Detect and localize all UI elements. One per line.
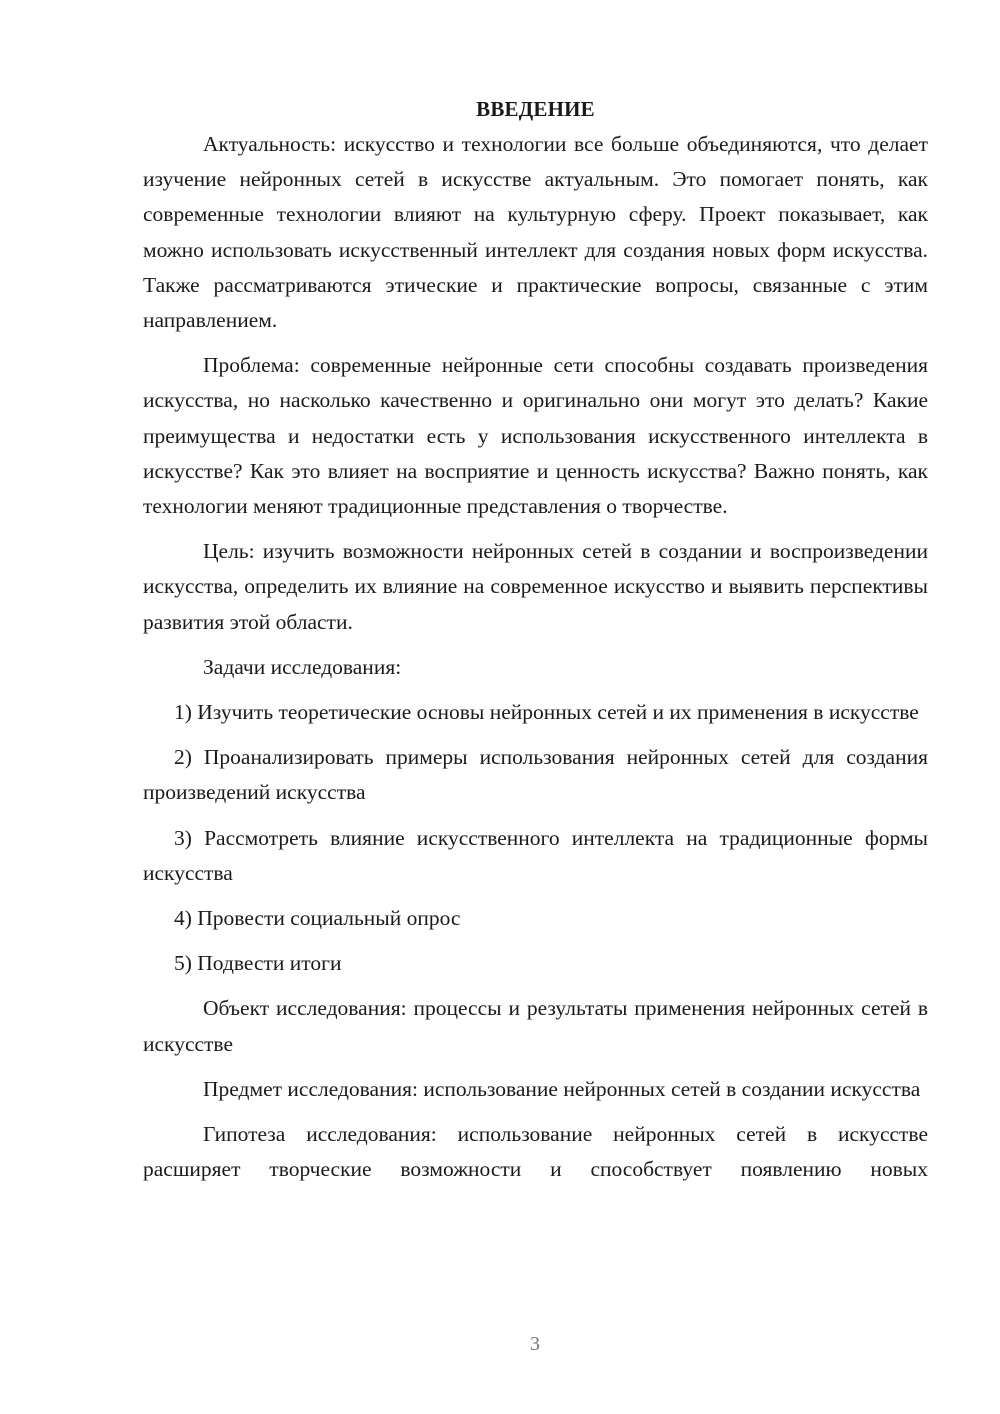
paragraph-tasks-heading: Задачи исследования:	[203, 654, 402, 679]
paragraph-subject: Предмет исследования: использование нейронных сетей в создании искусства	[203, 1076, 921, 1101]
task-item-1: 1) Изучить теоретические основы нейронных сетей и их применения в искусстве	[174, 700, 919, 725]
paragraph-hypothesis: Гипотеза исследования: использование нейронных сетей в искусстве расширяет творческие возможности и способствует появлению новых	[143, 1122, 928, 1182]
paragraph-object: Объект исследования: процессы и результаты применения нейронных сетей в искусстве	[143, 996, 928, 1056]
task-item-2: 2) Проанализировать примеры использования нейронных сетей для создания произведений искусства	[143, 745, 928, 805]
document-page	[143, 92, 928, 1197]
task-item-5: 5) Подвести итоги	[174, 951, 342, 976]
paragraph-relevance: Актуальность: искусство и технологии все больше объединяются, что делает изучение нейронных сетей в искусстве актуальным. Это помогает понять, как современные технологии влияют на культурную сферу. Проект показывает, как можно использовать искусственный интеллект для создания новых форм искусства. Также рассматриваются этические и практические вопросы, связанные с этим направлением.	[143, 132, 928, 333]
task-item-3: 3) Рассмотреть влияние искусственного интеллекта на традиционные формы искусства	[143, 825, 928, 885]
section-heading: ВВЕДЕНИЕ	[476, 97, 595, 121]
paragraph-problem: Проблема: современные нейронные сети способны создавать произведения искусства, но насколько качественно и оригинально они могут это делать? Какие преимущества и недостатки есть у использования искусственного интеллекта в искусстве? Как это влияет на восприятие и ценность искусства? Важно понять, как технологии меняют традиционные представления о творчестве.	[143, 353, 928, 519]
task-item-4: 4) Провести социальный опрос	[174, 906, 461, 931]
page-number: 3	[530, 1333, 540, 1355]
paragraph-goal: Цель: изучить возможности нейронных сетей в создании и воспроизведении искусства, определить их влияние на современное искусство и выявить перспективы развития этой области.	[143, 539, 928, 634]
